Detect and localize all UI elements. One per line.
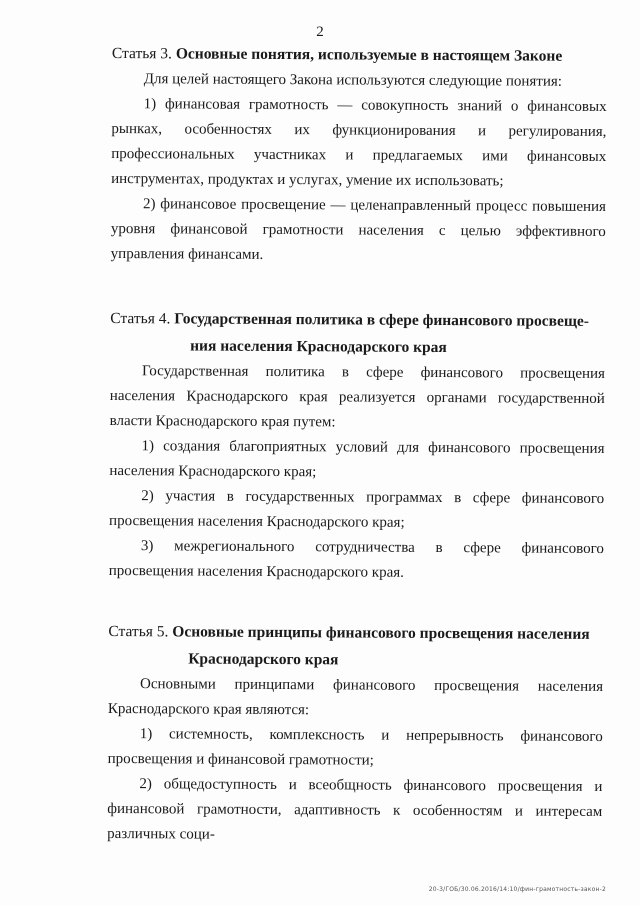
article-4: [109, 305, 606, 587]
article-3-title: Основные понятия, используемые в настоящем Законе: [175, 45, 563, 65]
article-3-item-1: 1) финансовая грамотность — совокупность знаний о финансовых рынках, особенностях их функционирования и регулирования, профессиональных участниках и предлагаемых ими финансовых инструментах, продуктах и услугах, умение их использовать;: [111, 96, 607, 190]
article-5-title-line-1: Основные принципы финансового просвещения населения: [172, 623, 590, 643]
section-spacer: [110, 267, 605, 308]
article-4-item-3: 3) межрегионального сотрудничества в сфере финансового просвещения населения Краснодарского края.: [108, 538, 604, 581]
article-4-intro: Государственная политика в сфере финансового просвещения населения Краснодарского края реализуется органами государственной власти Краснодарского края путем:: [109, 363, 606, 431]
article-3: [111, 40, 607, 270]
article-4-number: Статья 4.: [110, 309, 171, 328]
article-5-intro: Основными принципами финансового просвещения населения Краснодарского края являются:: [107, 676, 604, 719]
article-5-title-line-2: Краснодарского края: [188, 650, 339, 669]
article-5-item-2: 2) общедоступность и всеобщность финансового просвещения и финансовой грамотности, адаптивность к особенностям и интересам различных соци-: [107, 776, 603, 843]
article-5-number: Статья 5.: [108, 622, 169, 641]
article-5-item-1: 1) системность, комплексность и непрерывность финансового просвещения и финансовой грамотности;: [107, 726, 603, 769]
article-5-heading: [108, 618, 603, 675]
article-3-number: Статья 3.: [111, 44, 173, 63]
article-4-title-line-2: ния населения Краснодарского края: [190, 337, 447, 357]
article-4-item-1: 1) создания благоприятных условий для финансового просвещения населения Краснодарского края;: [109, 438, 605, 481]
article-3-intro: Для целей настоящего Закона используются следующие понятия:: [143, 71, 563, 90]
footer-document-code: 20-3/ГОБ/30.06.2016/14:10/фин-грамотность-закон-2: [428, 886, 606, 893]
article-4-title-line-1: Государственная политика в сфере финансового просвеще-: [174, 310, 590, 330]
article-3-item-2: 2) финансовое просвещение — целенаправленный процесс повышения уровня финансовой грамотности населения с целью эффективного управления финансами.: [110, 196, 607, 263]
article-4-item-2: 2) участия в государственных программах в сфере финансового просвещения населения Краснодарского края;: [109, 488, 605, 531]
article-3-heading: [112, 40, 607, 70]
article-5: [107, 618, 603, 850]
article-4-heading: [110, 305, 605, 362]
page-number: 2: [316, 24, 324, 40]
document-body: [107, 40, 607, 850]
section-spacer: [108, 584, 603, 621]
